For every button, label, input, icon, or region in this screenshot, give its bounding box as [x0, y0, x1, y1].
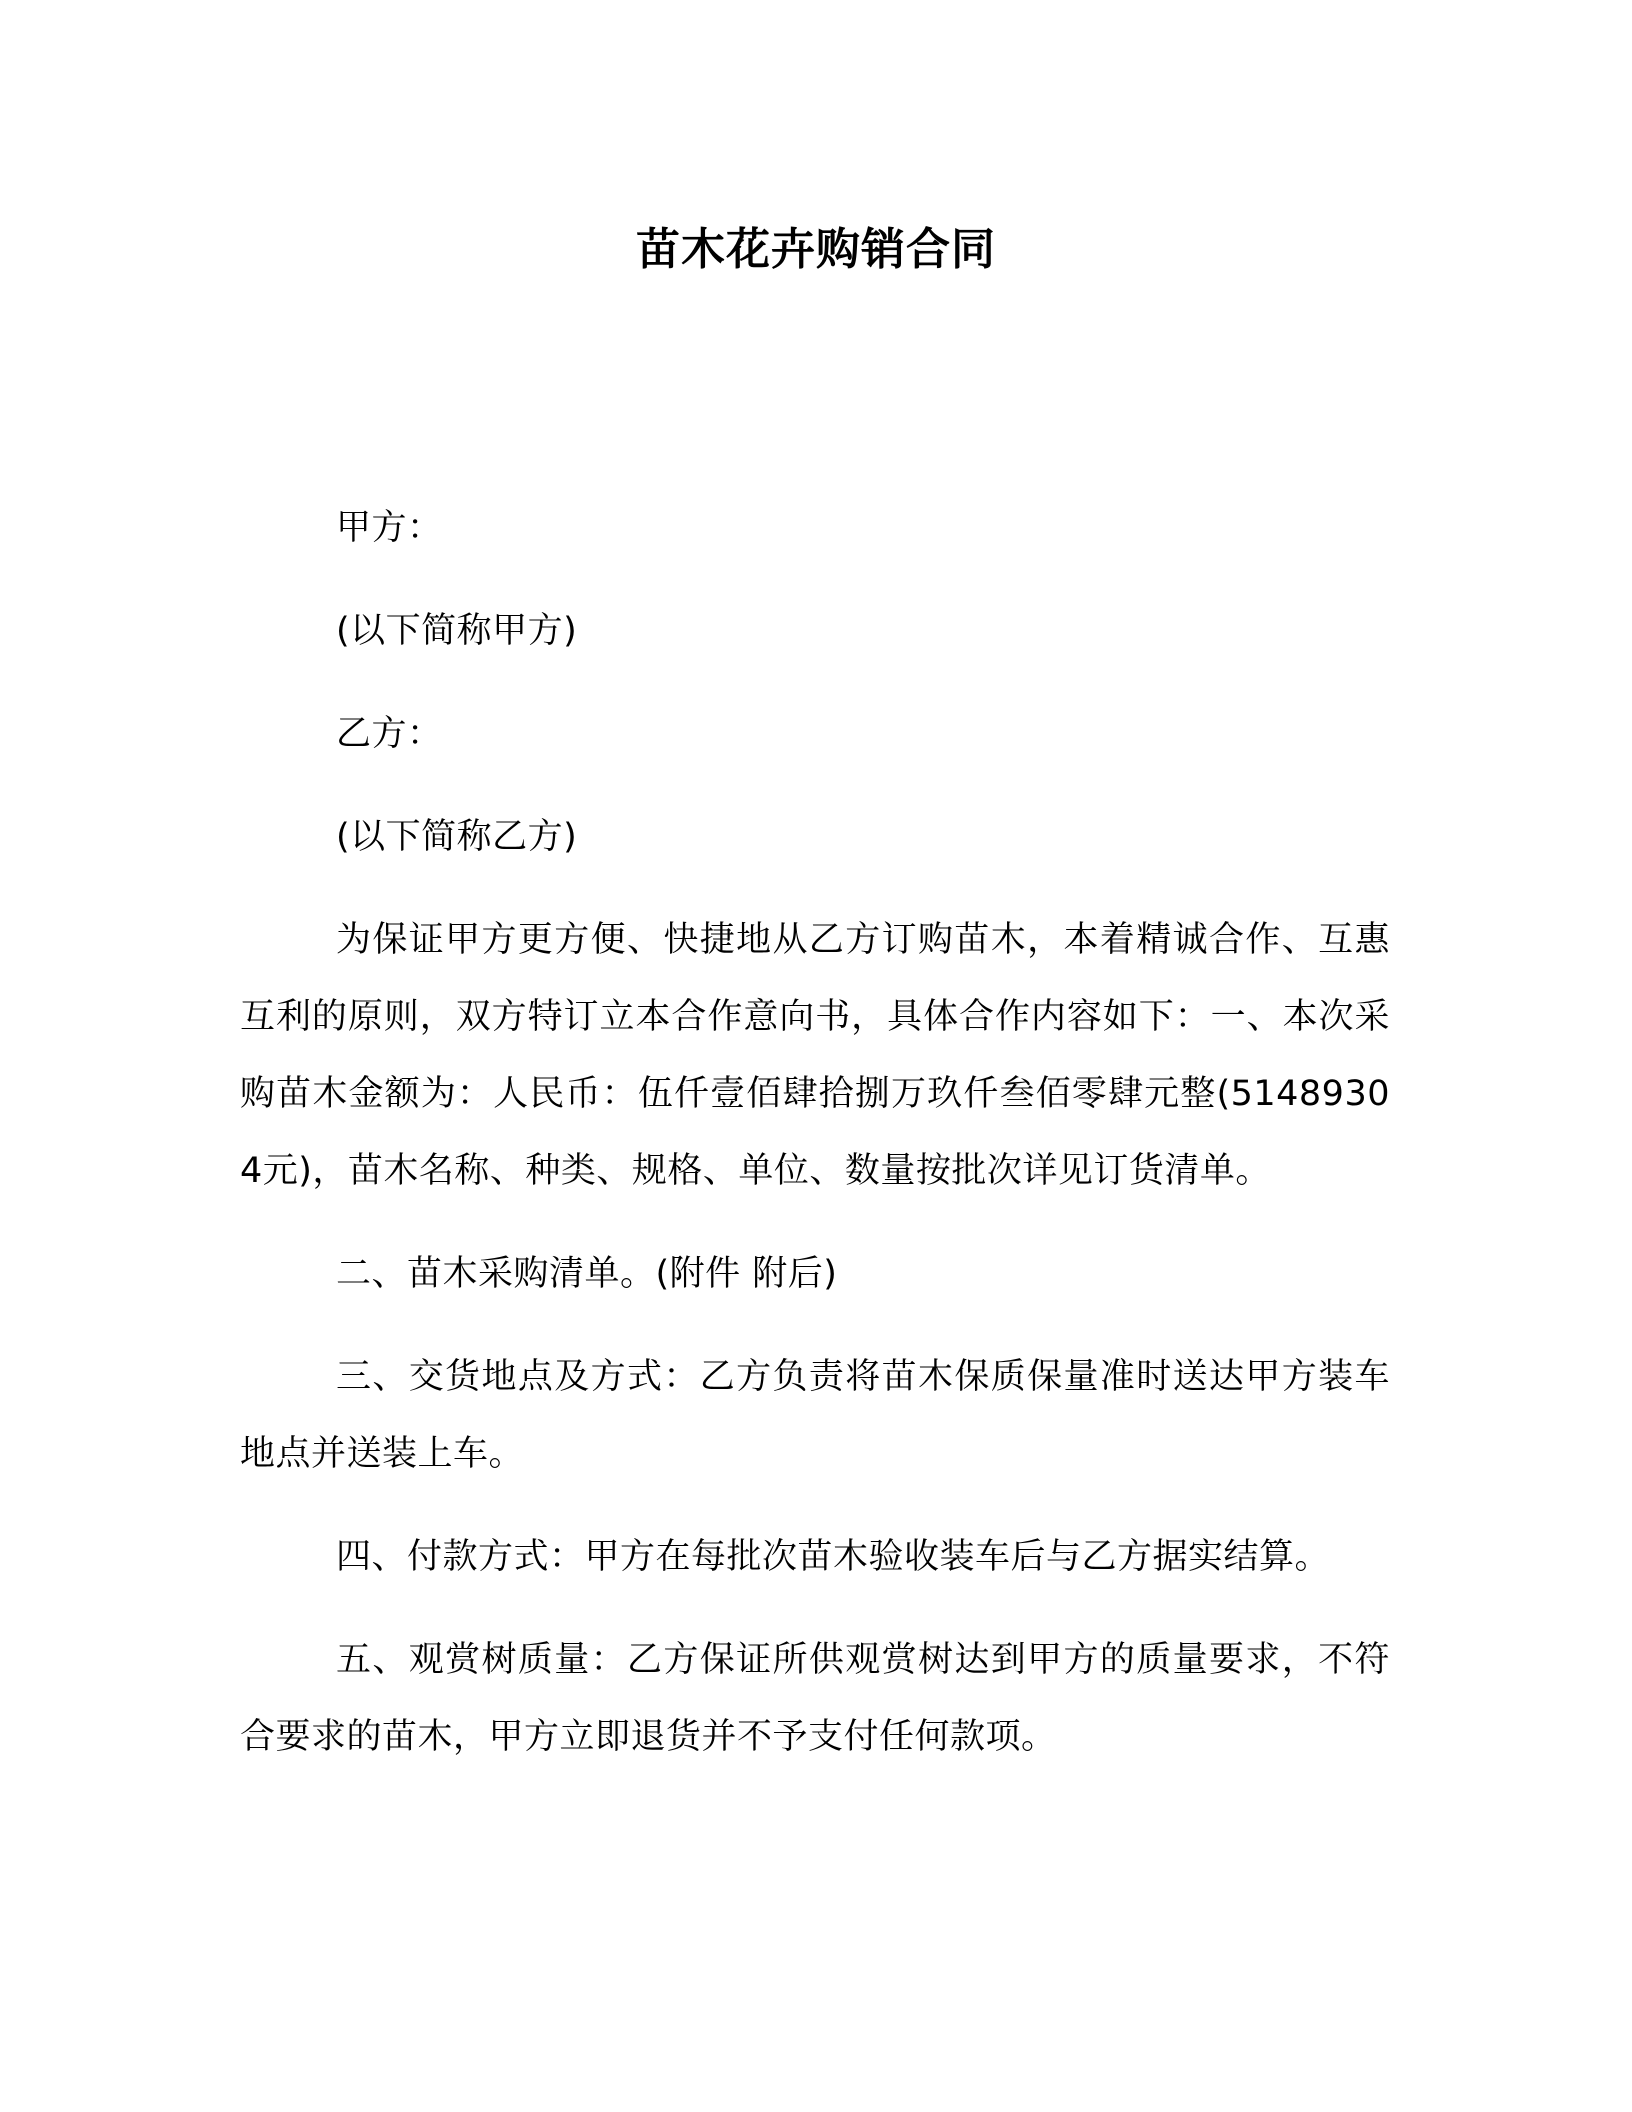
party-a-line: 甲方： [336, 508, 443, 548]
party-b-line: 乙方： [336, 714, 443, 754]
preamble-and-clause-one: 为保证甲方更方便、快捷地从乙方订购苗木，本着精诚合作、互惠互利的原则，双方特订立本合作意向书，具体合作内容如下：一、本次采购苗木金额为：人民币：伍仟壹佰肆拾捌万玖仟叁佰零肆元整(51489304元)，苗木名称、种类、规格、单位、数量按批次详见订货清单。 [240, 920, 1390, 1191]
document-body [240, 490, 1390, 1802]
clause-four: 四、付款方式：甲方在每批次苗木验收装车后与乙方据实结算。 [336, 1537, 1331, 1577]
party-b-abbreviation: (以下简称乙方) [336, 817, 578, 857]
clause-two: 二、苗木采购清单。(附件 附后) [336, 1254, 838, 1294]
clause-three: 三、交货地点及方式：乙方负责将苗木保质保量准时送达甲方装车地点并送装上车。 [240, 1357, 1390, 1474]
document-title: 苗木花卉购销合同 [636, 224, 996, 275]
party-a-abbreviation: (以下简称甲方) [336, 611, 578, 651]
clause-five: 五、观赏树质量：乙方保证所供观赏树达到甲方的质量要求，不符合要求的苗木，甲方立即退货并不予支付任何款项。 [240, 1640, 1390, 1757]
